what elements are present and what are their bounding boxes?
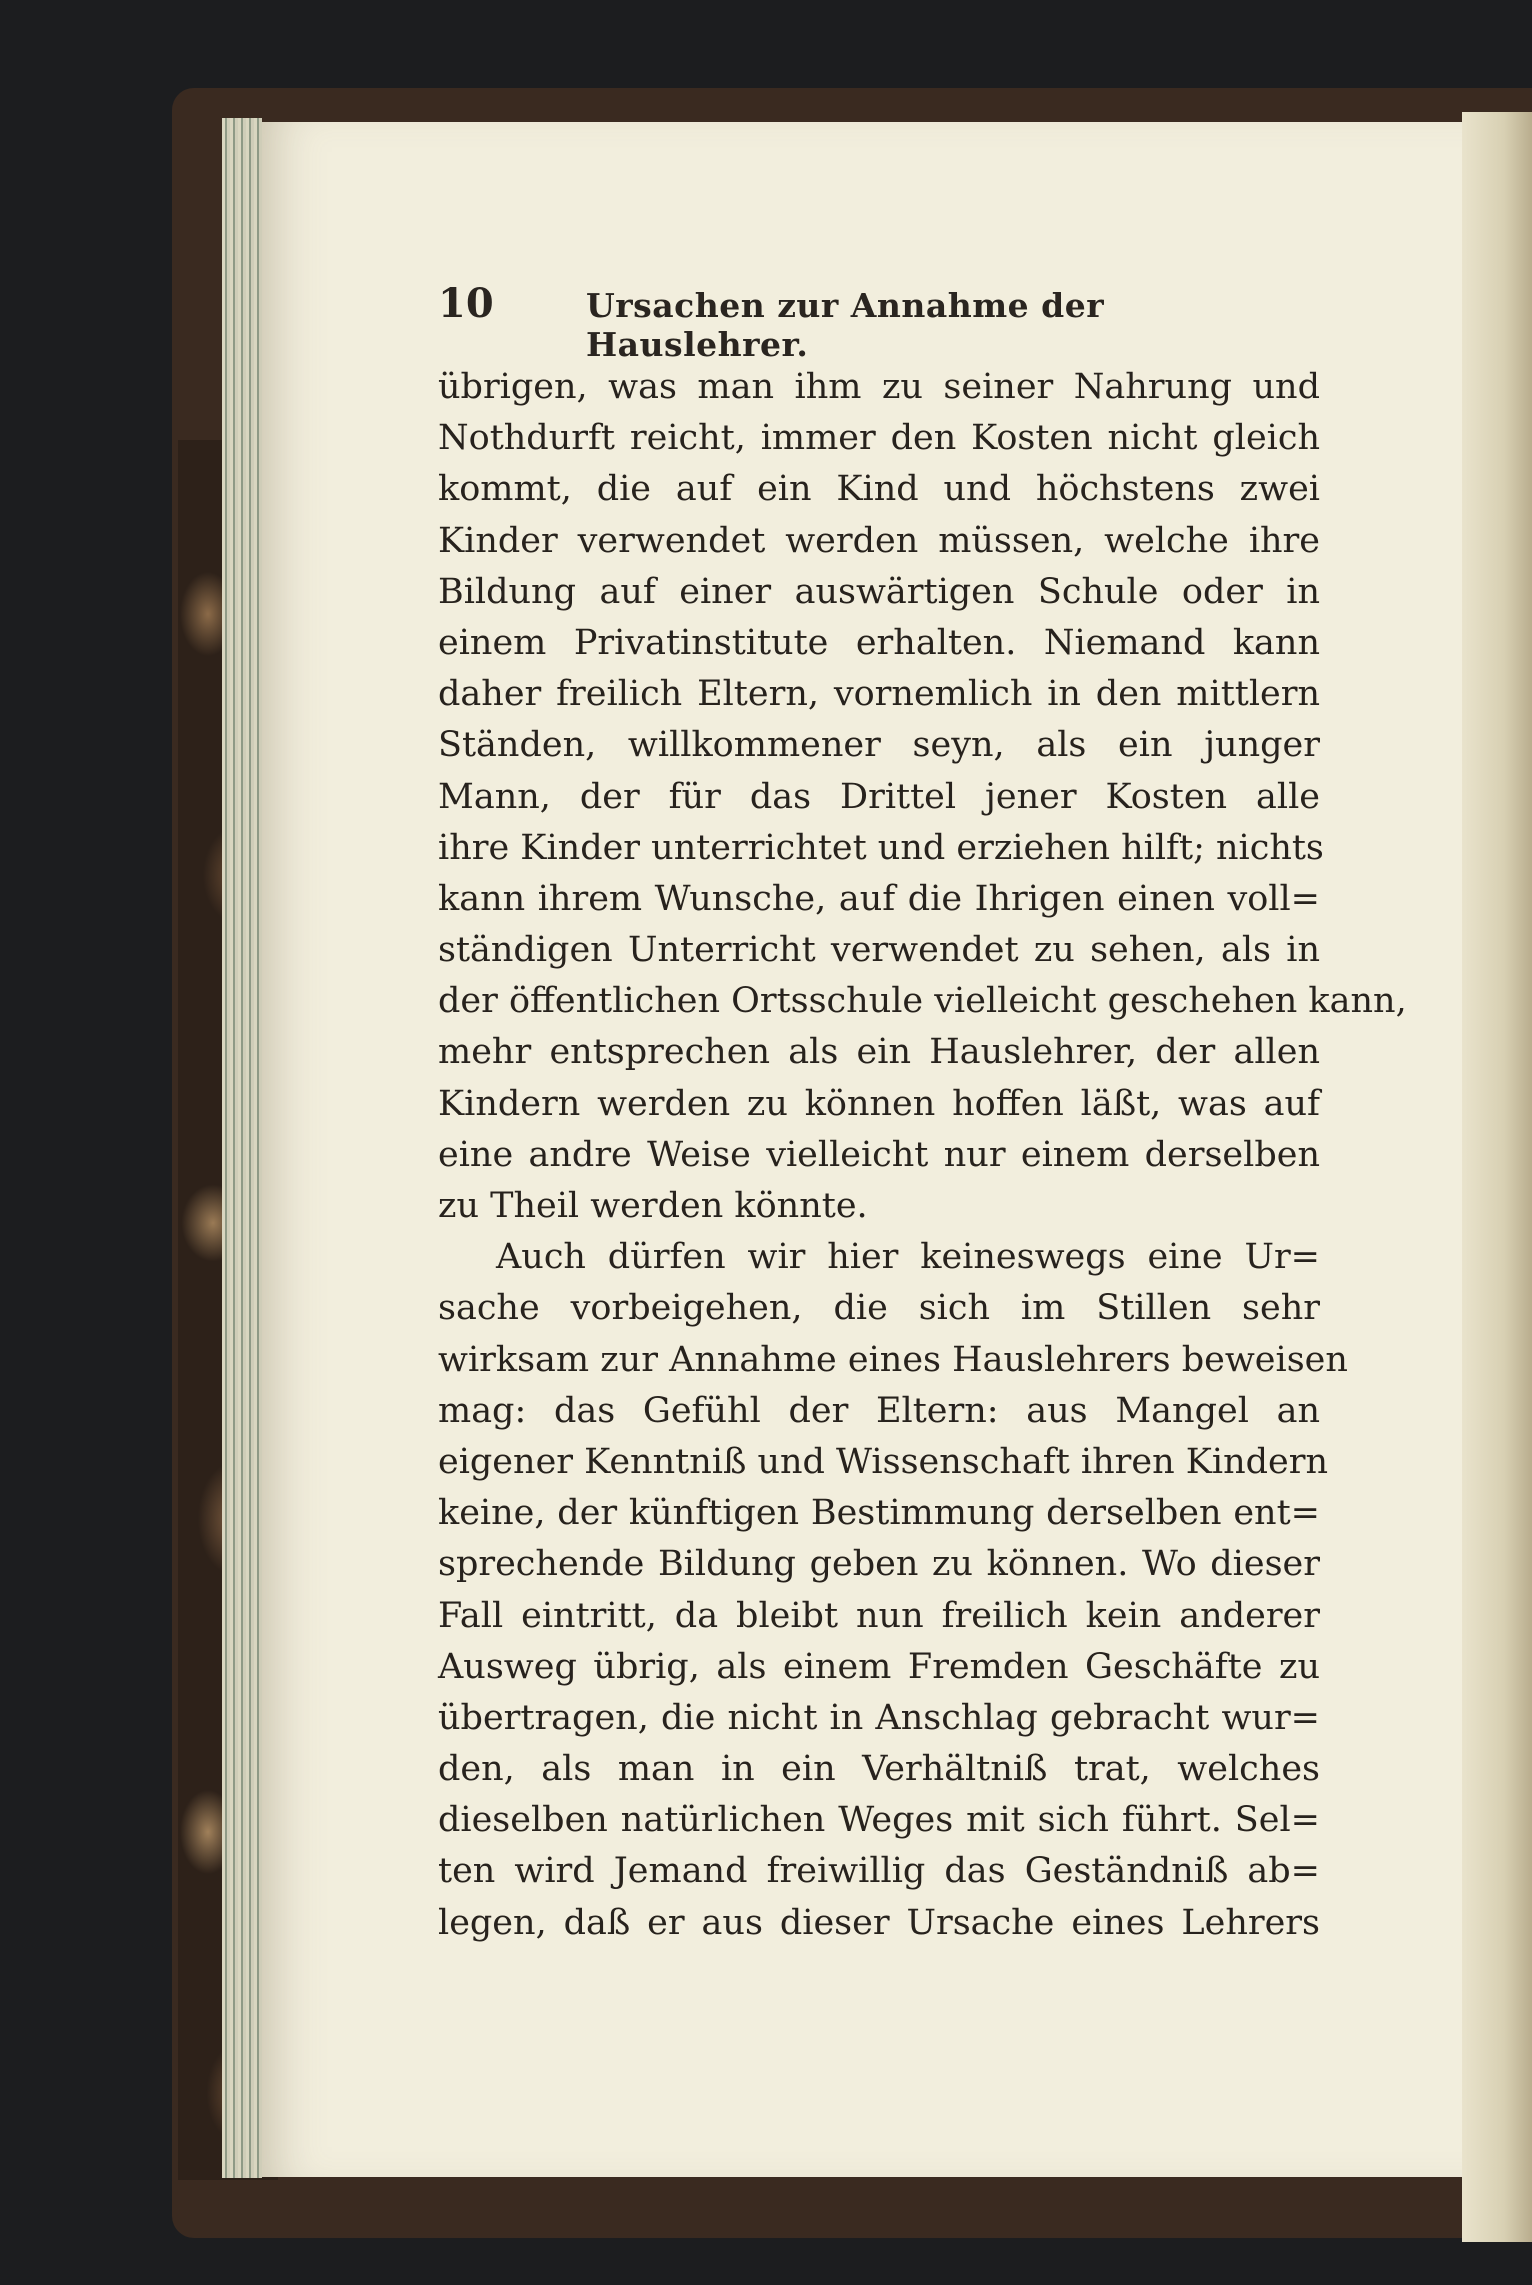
text-line: einem Privatinstitute erhalten. Niemand kann [438, 622, 1320, 663]
text-line: sache vorbeigehen, die sich im Stillen sehr [438, 1288, 1320, 1329]
text-line: der öffentlichen Ortsschule vielleicht geschehen kann, [438, 981, 1407, 1022]
text-line: ihre Kinder unterrichtet und erziehen hilft; nichts [438, 827, 1324, 868]
text-line: kommt, die auf ein Kind und höchstens zwei [438, 469, 1320, 510]
text-line: daher freilich Eltern, vornemlich in den mittlern [438, 674, 1320, 715]
text-line: Kinder verwendet werden müssen, welche ihre [438, 520, 1320, 561]
page-stack-edges [222, 118, 262, 2178]
facing-page-edge [1462, 112, 1532, 2242]
text-line: mehr entsprechen als ein Hauslehrer, der allen [438, 1032, 1320, 1073]
text-line: Fall eintritt, da bleibt nun freilich kein anderer [438, 1595, 1320, 1636]
text-line: übrigen, was man ihm zu seiner Nahrung und [438, 367, 1320, 407]
text-line: kann ihrem Wunsche, auf die Ihrigen einen voll= [438, 878, 1320, 919]
text-line: dieselben natürlichen Weges mit sich führt. Sel= [438, 1800, 1320, 1841]
running-head: Ursachen zur Annahme der Hauslehrer. [586, 286, 1105, 364]
page-header [438, 280, 1318, 364]
text-line: legen, daß er aus dieser Ursache eines Lehrers [438, 1902, 1320, 1943]
text-line: mag: das Gefühl der Eltern: aus Mangel an [438, 1390, 1320, 1431]
text-line: ständigen Unterricht verwendet zu sehen, als in [438, 930, 1320, 971]
text-line: ten wird Jemand freiwillig das Geständniß ab= [438, 1851, 1320, 1892]
body-text [438, 362, 1407, 1949]
paragraph-end-line: zu Theil werden könnte. [438, 1186, 868, 1226]
text-line: Ausweg übrig, als einem Fremden Geschäfte zu [438, 1646, 1320, 1687]
text-line: übertragen, die nicht in Anschlag gebracht wur= [438, 1697, 1320, 1738]
text-line: Kindern werden zu können hoffen läßt, was auf [438, 1083, 1320, 1124]
text-line: sprechende Bildung geben zu können. Wo dieser [438, 1544, 1320, 1585]
text-line: Nothdurft reicht, immer den Kosten nicht gleich [438, 418, 1320, 459]
text-line: Bildung auf einer auswärtigen Schule oder in [438, 571, 1320, 612]
paragraph-start-line: Auch dürfen wir hier keineswegs eine Ur= [496, 1237, 1320, 1278]
page-number: 10 [438, 280, 494, 327]
text-line: den, als man in ein Verhältniß trat, welches [438, 1749, 1320, 1790]
text-line: Mann, der für das Drittel jener Kosten alle [438, 776, 1320, 817]
text-line: eigener Kenntniß und Wissenschaft ihren Kindern [438, 1441, 1329, 1482]
text-line: eine andre Weise vielleicht nur einem derselben [438, 1134, 1320, 1175]
text-line: wirksam zur Annahme eines Hauslehrers beweisen [438, 1339, 1348, 1380]
text-line: Ständen, willkommener seyn, als ein junger [438, 725, 1320, 766]
text-line: keine, der künftigen Bestimmung derselben ent= [438, 1493, 1320, 1534]
